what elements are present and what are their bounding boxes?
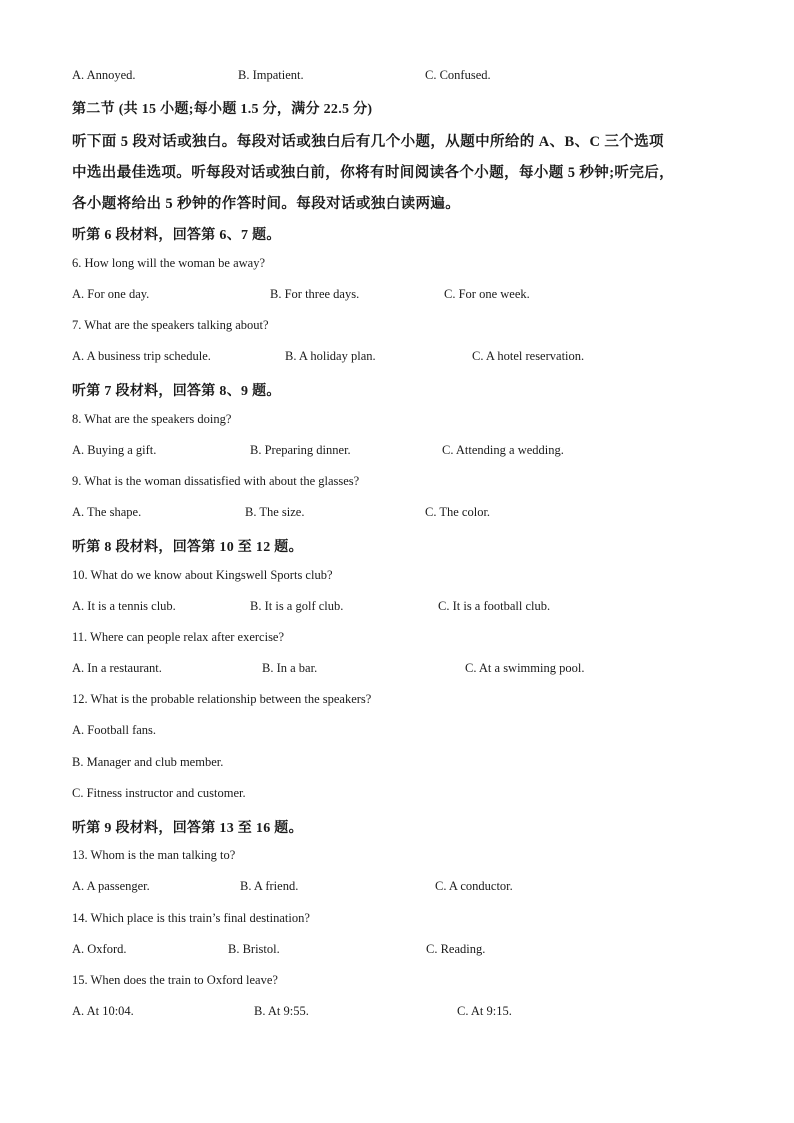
question-14-options xyxy=(0,942,794,962)
question-10-options xyxy=(0,599,794,619)
option-b[interactable]: B. At 9:55. xyxy=(254,1004,309,1018)
question-12-option-a[interactable]: A. Football fans. xyxy=(72,723,157,737)
option-c[interactable]: C. It is a football club. xyxy=(438,599,551,613)
option-b[interactable]: B. In a bar. xyxy=(262,661,318,675)
option-c[interactable]: C. At 9:15. xyxy=(457,1004,512,1018)
instruction-line-1: 听下面 5 段对话或独白。每段对话或独白后有几个小题，从题中所给的 A、B、C 三个选项 xyxy=(72,134,664,150)
option-b[interactable]: B. A holiday plan. xyxy=(285,349,376,363)
question-9-options xyxy=(0,505,794,525)
question-13-stem: 13. Whom is the man talking to? xyxy=(72,848,236,862)
question-7-stem: 7. What are the speakers talking about? xyxy=(72,318,269,332)
question-14-stem: 14. Which place is this train’s final destination? xyxy=(72,911,310,925)
question-6-stem: 6. How long will the woman be away? xyxy=(72,256,266,270)
option-b[interactable]: B. It is a golf club. xyxy=(250,599,344,613)
material-6-heading: 听第 6 段材料，回答第 6、7 题。 xyxy=(72,228,281,243)
option-c[interactable]: C. The color. xyxy=(425,505,491,519)
material-7-heading: 听第 7 段材料，回答第 8、9 题。 xyxy=(72,384,281,399)
option-c[interactable]: C. For one week. xyxy=(444,287,530,301)
question-13-options xyxy=(0,879,794,899)
option-a[interactable]: A. Buying a gift. xyxy=(72,443,157,457)
option-a: A. Annoyed. xyxy=(72,68,136,82)
option-b[interactable]: B. A friend. xyxy=(240,879,299,893)
instruction-line-2: 中选出最佳选项。听每段对话或独白前，你将有时间阅读各个小题，每小题 5 秒钟;听完后， xyxy=(72,165,675,181)
question-15-stem: 15. When does the train to Oxford leave? xyxy=(72,973,278,987)
question-12-option-b[interactable]: B. Manager and club member. xyxy=(72,755,224,769)
question-11-stem: 11. Where can people relax after exercise? xyxy=(72,630,285,644)
option-b[interactable]: B. For three days. xyxy=(270,287,360,301)
option-a[interactable]: A. A passenger. xyxy=(72,879,150,893)
option-b: B. Impatient. xyxy=(238,68,304,82)
option-c: C. Confused. xyxy=(425,68,491,82)
option-a[interactable]: A. At 10:04. xyxy=(72,1004,134,1018)
material-8-heading: 听第 8 段材料，回答第 10 至 12 题。 xyxy=(72,540,303,555)
option-c[interactable]: C. Reading. xyxy=(426,942,486,956)
option-b[interactable]: B. The size. xyxy=(245,505,305,519)
section-title: 第二节 (共 15 小题;每小题 1.5 分，满分 22.5 分) xyxy=(72,102,373,117)
option-a[interactable]: A. A business trip schedule. xyxy=(72,349,211,363)
question-8-options xyxy=(0,443,794,463)
option-b[interactable]: B. Bristol. xyxy=(228,942,280,956)
option-c[interactable]: C. Attending a wedding. xyxy=(442,443,564,457)
option-a[interactable]: A. The shape. xyxy=(72,505,142,519)
option-c[interactable]: C. A hotel reservation. xyxy=(472,349,585,363)
material-9-heading: 听第 9 段材料，回答第 13 至 16 题。 xyxy=(72,821,303,836)
question-12-stem: 12. What is the probable relationship between the speakers? xyxy=(72,692,372,706)
question-12-option-c[interactable]: C. Fitness instructor and customer. xyxy=(72,786,246,800)
question-6-options xyxy=(0,287,794,307)
option-b[interactable]: B. Preparing dinner. xyxy=(250,443,351,457)
question-8-stem: 8. What are the speakers doing? xyxy=(72,412,232,426)
question-11-options xyxy=(0,661,794,681)
question-9-stem: 9. What is the woman dissatisfied with about the glasses? xyxy=(72,474,360,488)
option-c[interactable]: C. At a swimming pool. xyxy=(465,661,585,675)
option-a[interactable]: A. In a restaurant. xyxy=(72,661,162,675)
q5-options xyxy=(0,68,794,88)
option-c[interactable]: C. A conductor. xyxy=(435,879,513,893)
option-a[interactable]: A. Oxford. xyxy=(72,942,127,956)
instruction-line-3: 各小题将给出 5 秒钟的作答时间。每段对话或独白读两遍。 xyxy=(72,196,461,212)
question-7-options xyxy=(0,349,794,369)
question-15-options xyxy=(0,1004,794,1024)
option-a[interactable]: A. For one day. xyxy=(72,287,150,301)
question-10-stem: 10. What do we know about Kingswell Sports club? xyxy=(72,568,333,582)
option-a[interactable]: A. It is a tennis club. xyxy=(72,599,176,613)
